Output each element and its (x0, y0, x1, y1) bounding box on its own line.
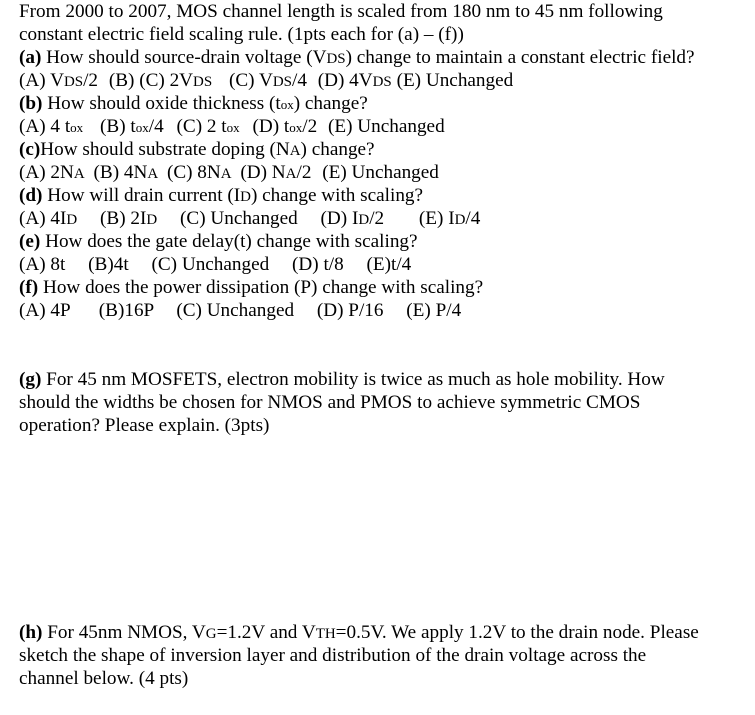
option-a: (A) VDS/2 (19, 70, 99, 91)
question-h-label: (h) (19, 622, 43, 643)
intro-line-2: constant electric field scaling rule. (1pts each for (a) – (f)) (19, 24, 464, 45)
question-e-label: (e) (19, 231, 41, 252)
question-b-label: (b) (19, 93, 43, 114)
option-c: (C) 8NA (166, 162, 232, 183)
option-c: (C) Unchanged (180, 208, 298, 229)
option-e: (E)t/4 (366, 254, 412, 275)
question-f-options (19, 299, 461, 322)
question-f: (f) How does the power dissipation (P) change with scaling? (19, 277, 484, 298)
option-a: (A) 4P (19, 300, 70, 321)
question-b: (b) How should oxide thickness (tox) change? (19, 93, 368, 114)
option-b: (B) 2ID (100, 208, 158, 229)
question-e-options (19, 253, 411, 276)
question-h-line-2: sketch the shape of inversion layer and distribution of the drain voltage across the (19, 645, 647, 666)
option-d: (D) P/16 (316, 300, 384, 321)
option-e: (E) Unchanged (396, 70, 514, 91)
option-b: (B)4t (88, 254, 129, 275)
question-g-line-2: should the widths be chosen for NMOS and PMOS to achieve symmetric CMOS (19, 392, 641, 413)
option-d: (D) ID/2 (320, 208, 385, 229)
option-a: (A) 4 tox (19, 116, 84, 137)
option-a: (A) 2NA (19, 162, 85, 183)
option-e: (E) ID/4 (418, 208, 481, 229)
option-e: (E) Unchanged (322, 162, 439, 183)
question-f-label: (f) (19, 277, 39, 298)
question-a: (a) How should source-drain voltage (VDS) change to maintain a constant electric field? (19, 47, 695, 68)
option-b: (B) (C) 2VDS (108, 70, 213, 91)
option-d: (D) tox/2 (252, 116, 318, 137)
option-c: (C) 2 tox (176, 116, 240, 137)
question-c: (c)How should substrate doping (NA) change? (19, 139, 375, 160)
question-g-label: (g) (19, 369, 42, 390)
option-e: (E) P/4 (406, 300, 462, 321)
question-d: (d) How will drain current (ID) change with scaling? (19, 185, 424, 206)
option-b: (B) tox/4 (100, 116, 164, 137)
question-g-line-3: operation? Please explain. (3pts) (19, 415, 270, 436)
question-a-label: (a) (19, 47, 42, 68)
option-b: (B)16P (98, 300, 154, 321)
option-d: (D) t/8 (292, 254, 344, 275)
question-d-label: (d) (19, 185, 43, 206)
option-c: (C) VDS/4 (228, 70, 307, 91)
question-c-options (19, 161, 439, 184)
option-a: (A) 8t (19, 254, 66, 275)
question-d-options (19, 207, 480, 230)
option-d: (D) NA/2 (240, 162, 312, 183)
option-b: (B) 4NA (93, 162, 159, 183)
option-c: (C) Unchanged (176, 300, 295, 321)
option-a: (A) 4ID (19, 208, 78, 229)
question-h-line-3: channel below. (4 pts) (19, 668, 189, 689)
question-c-label: (c) (19, 139, 41, 160)
option-c: (C) Unchanged (151, 254, 270, 275)
question-b-options (19, 115, 445, 138)
question-h-line-1: (h) For 45nm NMOS, VG=1.2V and VTH=0.5V. We apply 1.2V to the drain node. Please (19, 622, 699, 643)
question-a-options (19, 69, 513, 92)
question-g-line-1: (g) For 45 nm MOSFETS, electron mobility is twice as much as hole mobility. How (19, 369, 665, 390)
option-d: (D) 4VDS (317, 70, 392, 91)
question-e: (e) How does the gate delay(t) change with scaling? (19, 231, 418, 252)
option-e: (E) Unchanged (328, 116, 445, 137)
intro-line-1: From 2000 to 2007, MOS channel length is scaled from 180 nm to 45 nm following (19, 1, 663, 22)
